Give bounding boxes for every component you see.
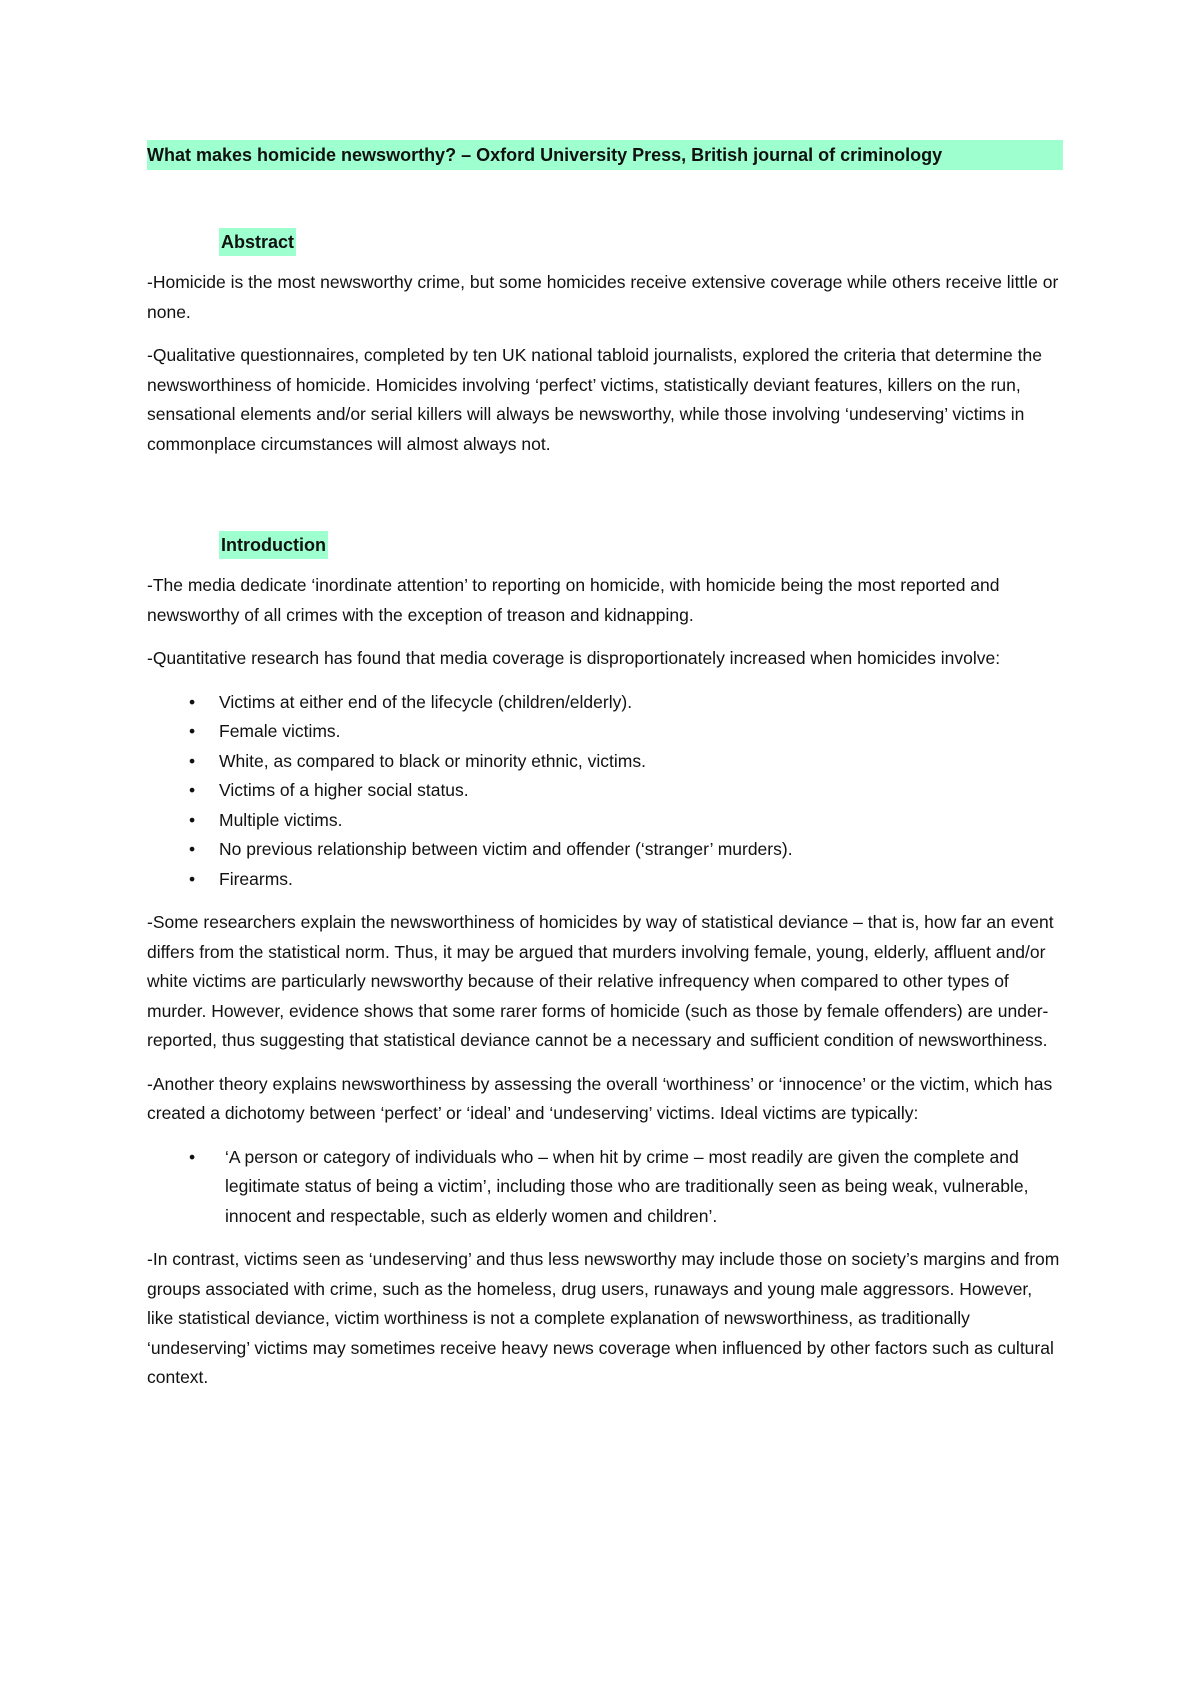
- bullet-icon: •: [189, 809, 196, 830]
- coverage-factors-list: [147, 688, 1063, 895]
- document-page: [147, 140, 1063, 1393]
- intro-paragraph-4: -Another theory explains newsworthiness by assessing the overall ‘worthiness’ or ‘innocence’ or the victim, which has created a dichotomy between ‘perfect’ or ‘ideal’ and ‘undeserving’ victims. Ideal victims are typically:: [147, 1073, 1053, 1123]
- introduction-heading-row: [147, 531, 1063, 559]
- document-title: What makes homicide newsworthy? – Oxford University Press, British journal of criminology: [147, 140, 1063, 170]
- abstract-paragraph: -Qualitative questionnaires, completed by ten UK national tabloid journalists, explored the criteria that determine the newsworthiness of homicide. Homicides involving ‘perfect’ victims, statistically deviant features, killers on the run, sensational elements and/or serial killers will always be newsworthy, while those involving ‘undeserving’ victims in commonplace circumstances will almost always not.: [147, 345, 1042, 454]
- intro-paragraph-2: -Quantitative research has found that media coverage is disproportionately increased when homicides involve:: [147, 648, 1001, 668]
- abstract-heading: Abstract: [219, 228, 296, 256]
- list-item: • Firearms.: [147, 865, 1063, 895]
- abstract-paragraph: -Homicide is the most newsworthy crime, but some homicides receive extensive coverage while others receive little or none.: [147, 272, 1059, 322]
- bullet-icon: •: [189, 721, 196, 741]
- abstract-heading-row: [147, 228, 1063, 256]
- bullet-icon: •: [189, 1146, 196, 1167]
- list-item: • No previous relationship between victim and offender (‘stranger’ murders).: [147, 835, 1063, 865]
- list-item: • ‘A person or category of individuals who – when hit by crime – most readily are given the complete and legitimate status of being a victim’, including those who are traditionally seen as being weak, vulnerable, innocent and respectable, such as elderly women and children’.: [147, 1143, 1063, 1232]
- bullet-icon: •: [189, 780, 196, 800]
- intro-paragraph-3: -Some researchers explain the newsworthiness of homicides by way of statistical deviance – that is, how far an event differs from the statistical norm. Thus, it may be argued that murders involving female, young, elderly, affluent and/or white victims are particularly newsworthy because of their relative infrequency when compared to other types of murder. However, evidence shows that some rarer forms of homicide (such as those by female offenders) are under-reported, thus suggesting that statistical deviance cannot be a necessary and sufficient condition of newsworthiness.: [147, 912, 1054, 1050]
- intro-paragraph-1: -The media dedicate ‘inordinate attention’ to reporting on homicide, with homicide being the most reported and newsworthy of all crimes with the exception of treason and kidnapping.: [147, 575, 1000, 625]
- introduction-heading: Introduction: [219, 531, 328, 559]
- bullet-icon: •: [189, 839, 196, 859]
- list-item: • Multiple victims.: [147, 806, 1063, 836]
- list-item: • Female victims.: [147, 717, 1063, 747]
- list-item: • White, as compared to black or minority ethnic, victims.: [147, 747, 1063, 777]
- bullet-icon: •: [189, 750, 196, 771]
- list-item: • Victims of a higher social status.: [147, 776, 1063, 806]
- list-item: • Victims at either end of the lifecycle (children/elderly).: [147, 688, 1063, 718]
- bullet-icon: •: [189, 868, 196, 889]
- bullet-icon: •: [189, 691, 196, 712]
- intro-paragraph-5: -In contrast, victims seen as ‘undeserving’ and thus less newsworthy may include those on society’s margins and from groups associated with crime, such as the homeless, drug users, runaways and young male aggressors. However, like statistical deviance, victim worthiness is not a complete explanation of newsworthiness, as traditionally ‘undeserving’ victims may sometimes receive heavy news coverage when influenced by other factors such as cultural context.: [147, 1249, 1060, 1387]
- ideal-victim-list: [147, 1143, 1063, 1232]
